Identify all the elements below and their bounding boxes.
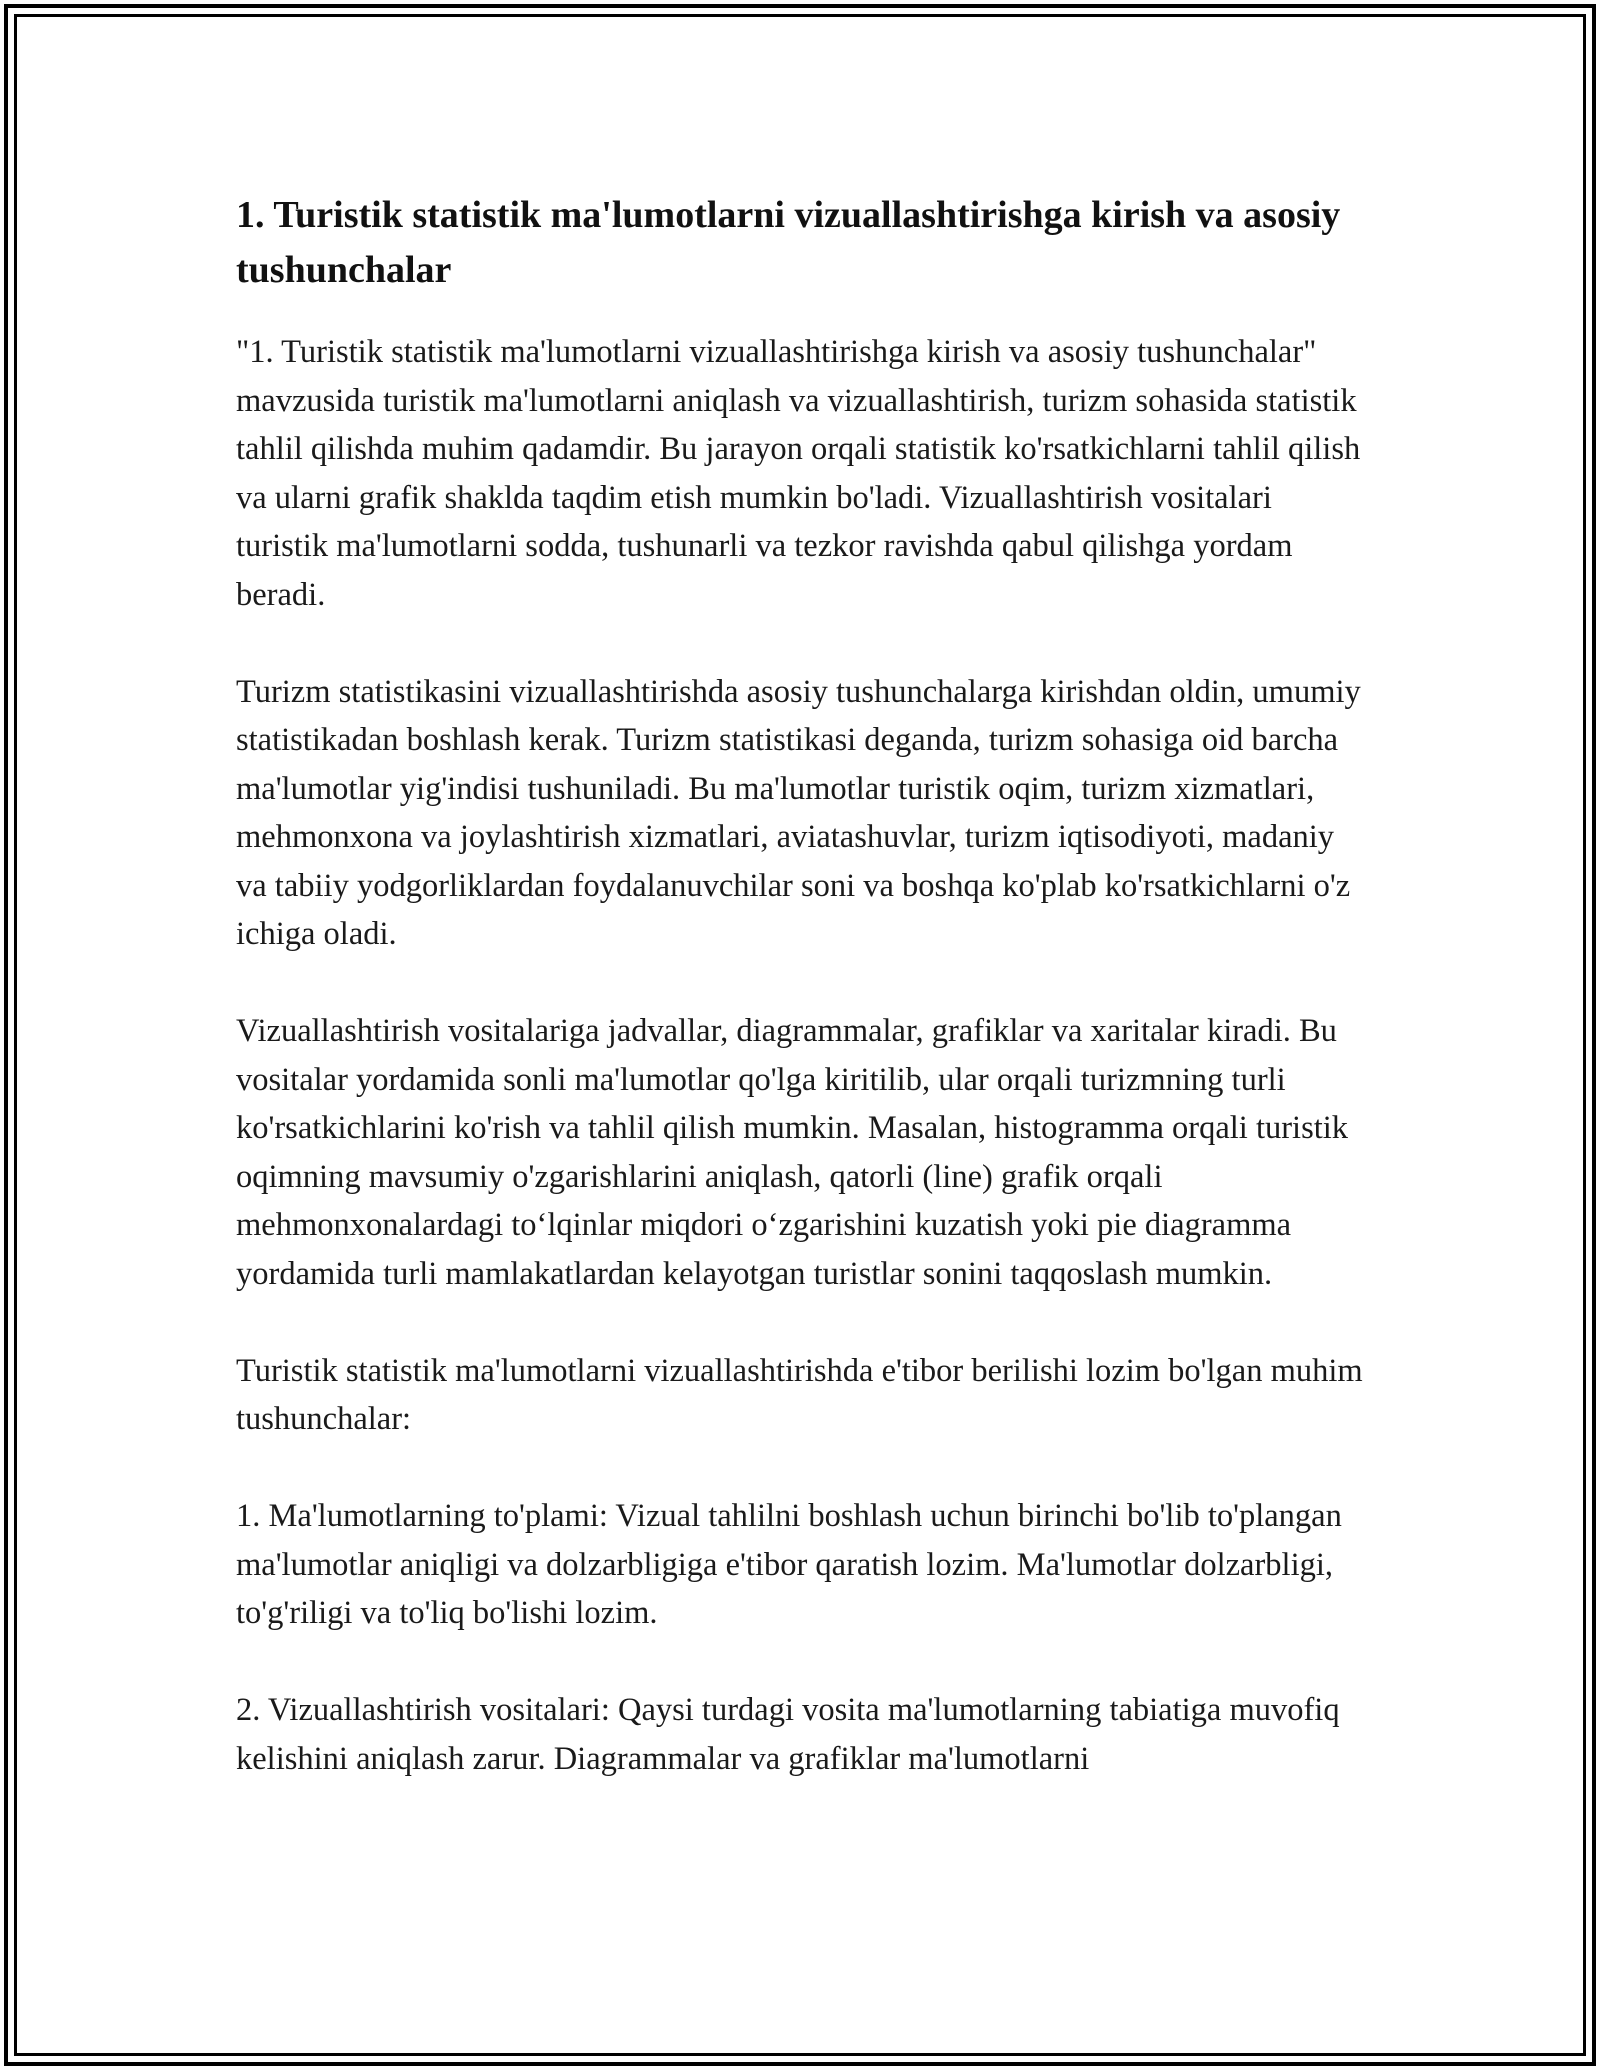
page-title: 1. Turistik statistik ma'lumotlarni vizuallashtirishga kirish va asosiy tushunchalar	[236, 194, 1341, 291]
paragraph-key-concepts-intro: Turistik statistik ma'lumotlarni vizuallashtirishda e'tibor berilishi lozim bo'lgan muhim tushunchalar:	[236, 1352, 1363, 1437]
list-item-data-collection: 1. Ma'lumotlarning to'plami: Vizual tahlilni boshlash uchun birinchi bo'lib to'plangan ma'lumotlar aniqligi va dolzarbligiga e'tibor qaratish lozim. Ma'lumotlar dolzarbligi, to'g'riligi va to'liq bo'lishi lozim.	[236, 1498, 1342, 1631]
paragraph-tourism-statistics: Turizm statistikasini vizuallashtirishda asosiy tushunchalarga kirishdan oldin, umumiy statistikadan boshlash kerak. Turizm statistikasi deganda, turizm sohasiga oid barcha ma'lumotlar yig'indisi tushuniladi. Bu ma'lumotlar turistik oqim, turizm xizmatlari, mehmonxona va joylashtirish xizmatlari, aviatashuvlar, turizm iqtisodiyoti, madaniy va tabiiy yodgorliklardan foydalanuvchilar soni va boshqa ko'plab ko'rsatkichlarni o'z ichiga oladi.	[236, 673, 1361, 952]
paragraph-visualization-tools: Vizuallashtirish vositalariga jadvallar, diagrammalar, grafiklar va xaritalar kiradi. Bu vositalar yordamida sonli ma'lumotlar qo'lga kiritilib, ular orqali turizmning turli ko'rsatkichlarini ko'rish va tahlil qilish mumkin. Masalan, histogramma orqali turistik oqimning mavsumiy o'zgarishlarini aniqlash, qatorli (line) grafik orqali mehmonxonalardagi to‘lqinlar miqdori o‘zgarishini kuzatish yoki pie diagramma yordamida turli mamlakatlardan kelayotgan turistlar sonini taqqoslash mumkin.	[236, 1013, 1349, 1292]
document-body	[236, 188, 1366, 1832]
list-item-visualization-tools: 2. Vizuallashtirish vositalari: Qaysi turdagi vosita ma'lumotlarning tabiatiga muvofiq kelishini aniqlash zarur. Diagrammalar va grafiklar ma'lumotlarni	[236, 1692, 1340, 1777]
paragraph-intro: "1. Turistik statistik ma'lumotlarni vizuallashtirishga kirish va asosiy tushunchalar" mavzusida turistik ma'lumotlarni aniqlash va vizuallashtirish, turizm sohasida statistik tahlil qilishda muhim qadamdir. Bu jarayon orqali statistik ko'rsatkichlarni tahlil qilish va ularni grafik shaklda taqdim etish mumkin bo'ladi. Vizuallashtirish vositalari turistik ma'lumotlarni sodda, tushunarli va tezkor ravishda qabul qilishga yordam beradi.	[236, 334, 1361, 613]
